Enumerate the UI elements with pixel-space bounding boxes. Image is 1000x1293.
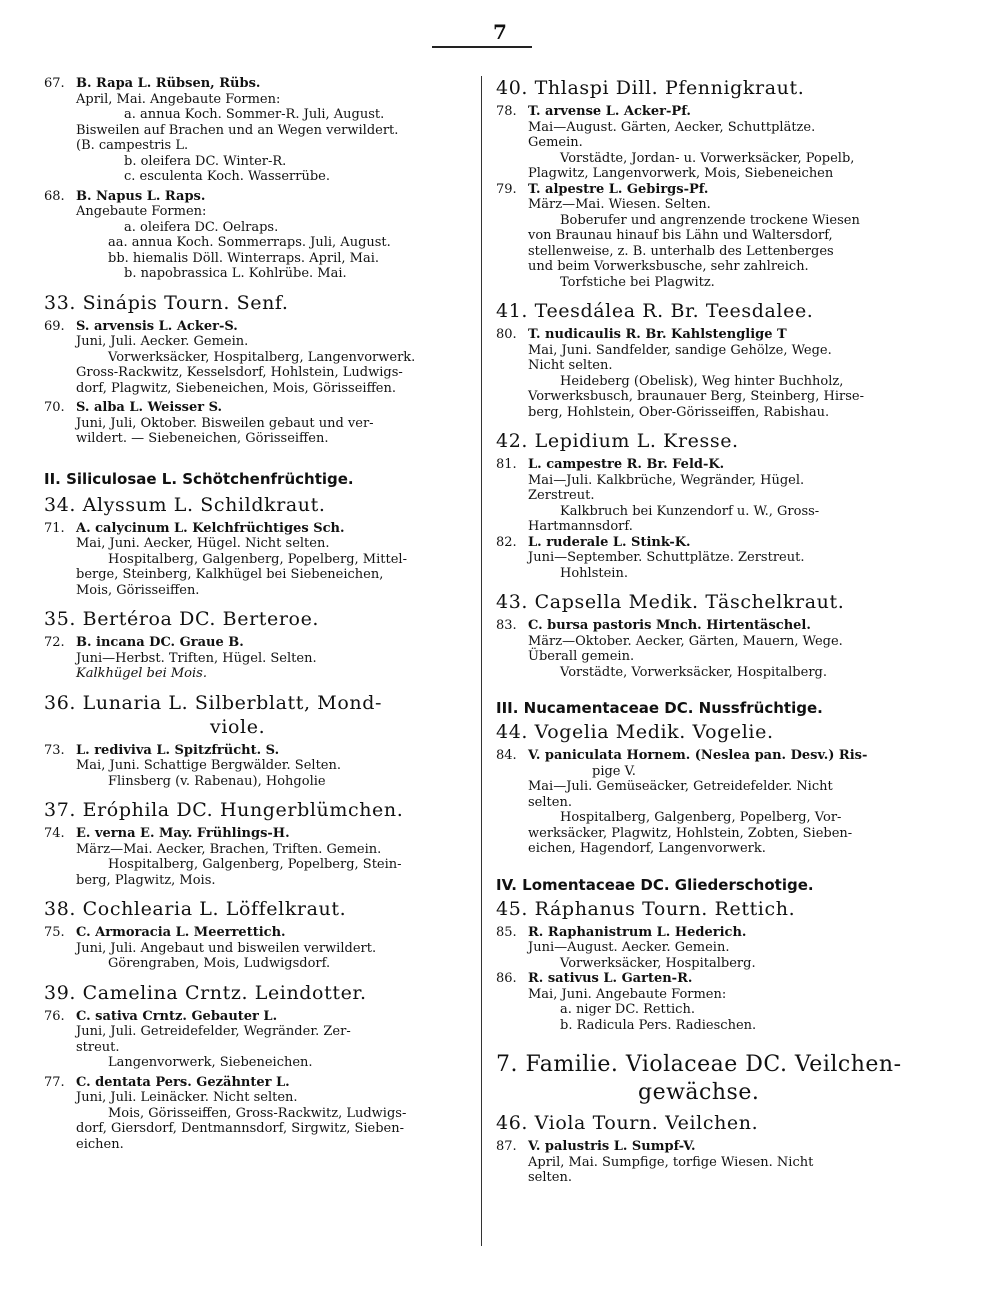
species-line: C. dentata Pers. Gezähnter L. xyxy=(76,1074,290,1090)
genus-heading-41: 41. Teesdálea R. Br. Teesdalee. xyxy=(496,300,814,322)
entry-text: Mai—Juli. Gemüseäcker, Getreidefelder. Nicht xyxy=(528,779,833,794)
entry-text: Bisweilen auf Brachen und an Wegen verwildert. xyxy=(76,122,399,138)
species-line: B. Rapa L. Rübsen, Rübs. xyxy=(76,76,261,91)
entry-text: Mai, Juni. Angebaute Formen: xyxy=(528,986,727,1002)
entry-text: Torfstiche bei Plagwitz. xyxy=(560,274,715,290)
entry-72 xyxy=(44,635,469,682)
entry-text: eichen. xyxy=(76,1136,124,1152)
genus-heading-35: 35. Bertéroa DC. Berteroe. xyxy=(44,608,320,630)
entry-text: b. Radicula Pers. Radieschen. xyxy=(560,1017,757,1033)
entry-text: dorf, Giersdorf, Dentmannsdorf, Sirgwitz, Sieben- xyxy=(76,1121,405,1136)
species-line: A. calycinum L. Kelchfrüchtiges Sch. xyxy=(76,520,345,536)
entry-number: 78. xyxy=(496,104,517,119)
entry-69 xyxy=(44,319,469,397)
column-divider xyxy=(481,76,482,1246)
species-line: E. verna E. May. Frühlings-H. xyxy=(76,826,290,841)
entry-text: März—Mai. Aecker, Brachen, Triften. Gemein. xyxy=(76,841,382,857)
entry-text: Mois, Görisseiffen, Gross-Rackwitz, Ludwigs- xyxy=(108,1105,407,1121)
entry-number: 87. xyxy=(496,1139,517,1154)
entry-text: selten. xyxy=(528,1170,572,1185)
entry-number: 75. xyxy=(44,925,65,940)
genus-heading-37: 37. Eróphila DC. Hungerblümchen. xyxy=(44,799,404,821)
species-line: V. palustris L. Sumpf-V. xyxy=(528,1139,696,1154)
entry-text: März—Mai. Wiesen. Selten. xyxy=(528,197,711,212)
entry-text: Görengraben, Mois, Ludwigsdorf. xyxy=(108,956,331,971)
entry-70 xyxy=(44,400,469,447)
entry-text: Gemein. xyxy=(528,135,583,150)
entry-text: bb. hiemalis Döll. Winterraps. April, Mai. xyxy=(108,250,380,266)
entry-text: berg, Plagwitz, Mois. xyxy=(76,872,216,888)
entry-text: a. oleifera DC. Oelraps. xyxy=(124,219,279,235)
species-line: C. bursa pastoris Mnch. Hirtentäschel. xyxy=(528,618,811,633)
entry-text: von Braunau hinauf bis Lähn und Waltersdorf, xyxy=(528,228,833,243)
entry-text: b. oleifera DC. Winter-R. xyxy=(124,153,287,169)
entry-text: Kalkbruch bei Kunzendorf u. W., Gross- xyxy=(560,503,820,519)
entry-text: Juni, Juli. Getreidefelder, Wegränder. Zer- xyxy=(76,1024,351,1039)
entry-number: 83. xyxy=(496,618,517,633)
species-line: B. Napus L. Raps. xyxy=(76,188,206,204)
entry-text: a. annua Koch. Sommer-R. Juli, August. xyxy=(124,107,385,122)
entry-71 xyxy=(44,521,469,599)
entry-text: Juni—Herbst. Triften, Hügel. Selten. xyxy=(76,650,317,666)
entry-text: Vorstädte, Vorwerksäcker, Hospitalberg. xyxy=(560,664,827,680)
genus-heading-42: 42. Lepidium L. Kresse. xyxy=(496,430,739,452)
entry-number: 72. xyxy=(44,635,65,650)
entry-number: 81. xyxy=(496,457,517,472)
entry-text: stellenweise, z. B. unterhalb des Lettenberges xyxy=(528,243,834,259)
entry-number: 77. xyxy=(44,1074,65,1090)
left-column xyxy=(44,76,469,1152)
entry-text: Juni, Juli. Leinäcker. Nicht selten. xyxy=(76,1090,298,1105)
entry-number: 74. xyxy=(44,826,65,841)
right-column xyxy=(496,76,928,1186)
entry-text: Angebaute Formen: xyxy=(76,204,207,219)
entry-text: Vorstädte, Jordan- u. Vorwerksäcker, Popelb, xyxy=(560,150,855,166)
entry-text: Heideberg (Obelisk), Weg hinter Buchholz, xyxy=(560,373,844,389)
species-line: L. rediviva L. Spitzfrücht. S. xyxy=(76,742,280,758)
entry-78 xyxy=(496,104,928,182)
entry-text: Juni, Juli, Oktober. Bisweilen gebaut und ver- xyxy=(76,415,374,431)
species-line: S. arvensis L. Acker-S. xyxy=(76,318,238,334)
species-line: T. nudicaulis R. Br. Kahlstenglige T xyxy=(528,327,787,342)
top-rule xyxy=(432,46,532,48)
species-line: R. Raphanistrum L. Hederich. xyxy=(528,924,747,940)
entry-text: Mai, Juni. Sandfelder, sandige Gehölze, Wege. xyxy=(528,342,832,358)
species-line: L. campestre R. Br. Feld-K. xyxy=(528,457,725,472)
genus-heading-33: 33. Sinápis Tourn. Senf. xyxy=(44,291,289,314)
genus-heading-34: 34. Alyssum L. Schildkraut. xyxy=(44,493,326,516)
family-heading-7-line1: 7. Familie. Violaceae DC. Veilchen- xyxy=(496,1052,902,1077)
entry-text: Hospitalberg, Galgenberg, Popelberg, Vor- xyxy=(560,810,842,825)
entry-text: Zerstreut. xyxy=(528,488,595,503)
entry-text: selten. xyxy=(528,794,572,810)
entry-number: 73. xyxy=(44,742,65,758)
species-line: L. ruderale L. Stink-K. xyxy=(528,534,691,550)
genus-heading-43: 43. Capsella Medik. Täschelkraut. xyxy=(496,591,845,613)
entry-82 xyxy=(496,535,928,582)
entry-text: Überall gemein. xyxy=(528,649,635,664)
entry-text: aa. annua Koch. Sommerraps. Juli, August. xyxy=(108,235,391,250)
entry-84 xyxy=(496,748,928,857)
species-line: B. incana DC. Graue B. xyxy=(76,635,244,650)
entry-79 xyxy=(496,182,928,291)
entry-text: Langenvorwerk, Siebeneichen. xyxy=(108,1055,313,1070)
genus-heading-36-line2: viole. xyxy=(210,715,266,738)
entry-number: 68. xyxy=(44,188,65,204)
genus-heading-46: 46. Viola Tourn. Veilchen. xyxy=(496,1112,759,1134)
subfamily-heading-4: IV. Lomentaceae DC. Gliederschotige. xyxy=(496,875,814,894)
entry-number: 79. xyxy=(496,181,517,197)
entry-number: 70. xyxy=(44,400,65,415)
genus-heading-40: 40. Thlaspi Dill. Pfennigkraut. xyxy=(496,77,805,99)
entry-number: 71. xyxy=(44,520,65,536)
genus-heading-36 xyxy=(44,691,469,739)
entry-text: Hohlstein. xyxy=(560,565,628,581)
entry-text: Vorwerksäcker, Hospitalberg, Langenvorwerk. xyxy=(108,349,416,365)
entry-text: berg, Hohlstein, Ober-Görisseiffen, Rabishau. xyxy=(528,404,830,420)
entry-text: Mai, Juni. Aecker, Hügel. Nicht selten. xyxy=(76,536,330,551)
entry-text: c. esculenta Koch. Wasserrübe. xyxy=(124,169,330,184)
genus-heading-36-line1: 36. Lunaria L. Silberblatt, Mond- xyxy=(44,691,382,714)
genus-heading-38: 38. Cochlearia L. Löffelkraut. xyxy=(44,898,347,920)
entry-text: Juni—August. Aecker. Gemein. xyxy=(528,940,730,955)
entry-text: a. niger DC. Rettich. xyxy=(560,1002,695,1017)
entry-text: b. napobrassica L. Kohlrübe. Mai. xyxy=(124,266,347,281)
species-line: R. sativus L. Garten-R. xyxy=(528,971,693,986)
entry-text: pige V. xyxy=(592,763,636,779)
entry-number: 84. xyxy=(496,748,517,763)
entry-text: März—Oktober. Aecker, Gärten, Mauern, Wege. xyxy=(528,633,843,649)
entry-number: 86. xyxy=(496,971,517,986)
entry-73 xyxy=(44,743,469,790)
entry-text: Juni, Juli. Angebaut und bisweilen verwildert. xyxy=(76,940,377,956)
entry-text: Vorwerksäcker, Hospitalberg. xyxy=(560,955,756,971)
entry-number: 80. xyxy=(496,327,517,342)
entry-text: Plagwitz, Langenvorwerk, Mois, Siebeneichen xyxy=(528,166,834,181)
entry-text: Flinsberg (v. Rabenau), Hohgolie xyxy=(108,773,326,789)
species-line: S. alba L. Weisser S. xyxy=(76,400,223,415)
entry-text: Kalkhügel bei Mois. xyxy=(76,666,207,681)
entry-text: Juni, Juli. Aecker. Gemein. xyxy=(76,334,249,349)
species-line: T. alpestre L. Gebirgs-Pf. xyxy=(528,181,709,197)
family-heading-7-line2: gewächse. xyxy=(638,1080,760,1105)
entry-number: 69. xyxy=(44,318,65,334)
entry-text: wildert. — Siebeneichen, Görisseiffen. xyxy=(76,431,329,446)
entry-number: 76. xyxy=(44,1008,65,1024)
genus-heading-45: 45. Ráphanus Tourn. Rettich. xyxy=(496,897,796,920)
entry-text: Hartmannsdorf. xyxy=(528,519,633,534)
entry-number: 85. xyxy=(496,924,517,940)
entry-text: dorf, Plagwitz, Siebeneichen, Mois, Görisseiffen. xyxy=(76,380,396,396)
entry-text: Vorwerksbusch, braunauer Berg, Steinberg, Hirse- xyxy=(528,389,864,404)
entry-text: Nicht selten. xyxy=(528,358,613,373)
entry-text: Mois, Görisseiffen. xyxy=(76,582,200,598)
species-line: C. sativa Crntz. Gebauter L. xyxy=(76,1008,278,1024)
entry-number: 67. xyxy=(44,76,65,91)
entry-85 xyxy=(496,925,928,972)
entry-87 xyxy=(496,1139,928,1186)
entry-text: Mai—Juli. Kalkbrüche, Wegränder, Hügel. xyxy=(528,472,805,488)
entry-text: April, Mai. Sumpfige, torfige Wiesen. Nicht xyxy=(528,1154,814,1170)
subfamily-heading-3: III. Nucamentaceae DC. Nussfrüchtige. xyxy=(496,699,823,717)
entry-81 xyxy=(496,457,928,535)
species-line: C. Armoracia L. Meerrettich. xyxy=(76,925,286,940)
entry-text: Hospitalberg, Galgenberg, Popelberg, Stein- xyxy=(108,857,402,872)
entry-text: April, Mai. Angebaute Formen: xyxy=(76,91,281,107)
species-line: V. paniculata Hornem. (Neslea pan. Desv.) Ris- xyxy=(528,748,868,763)
entry-number: 82. xyxy=(496,534,517,550)
entry-text: eichen, Hagendorf, Langenvorwerk. xyxy=(528,841,766,856)
entry-68 xyxy=(44,189,469,282)
family-heading-7 xyxy=(496,1051,928,1107)
species-line: T. arvense L. Acker-Pf. xyxy=(528,104,691,119)
subfamily-heading-2: II. Siliculosae L. Schötchenfrüchtige. xyxy=(44,469,354,488)
genus-heading-39: 39. Camelina Crntz. Leindotter. xyxy=(44,981,367,1004)
entry-text: Mai—August. Gärten, Aecker, Schuttplätze. xyxy=(528,119,816,135)
entry-74 xyxy=(44,826,469,888)
entry-76 xyxy=(44,1009,469,1071)
entry-text: berge, Steinberg, Kalkhügel bei Siebeneichen, xyxy=(76,567,384,582)
entry-text: streut. xyxy=(76,1039,120,1055)
entry-text: Juni—September. Schuttplätze. Zerstreut. xyxy=(528,550,805,565)
entry-83 xyxy=(496,618,928,680)
entry-text: Gross-Rackwitz, Kesselsdorf, Hohlstein, Ludwigs- xyxy=(76,365,403,380)
entry-text: und beim Vorwerksbusche, sehr zahlreich. xyxy=(528,259,809,274)
entry-text: (B. campestris L. xyxy=(76,138,189,153)
entry-75 xyxy=(44,925,469,972)
entry-77 xyxy=(44,1075,469,1153)
entry-86 xyxy=(496,971,928,1033)
entry-80 xyxy=(496,327,928,420)
entry-text: werksäcker, Plagwitz, Hohlstein, Zobten, Sieben- xyxy=(528,825,853,841)
genus-heading-44: 44. Vogelia Medik. Vogelie. xyxy=(496,721,774,743)
page-number: 7 xyxy=(493,20,507,44)
entry-text: Mai, Juni. Schattige Bergwälder. Selten. xyxy=(76,758,341,773)
entry-text: Hospitalberg, Galgenberg, Popelberg, Mittel- xyxy=(108,551,407,567)
entry-text: Boberufer und angrenzende trockene Wiesen xyxy=(560,212,860,228)
entry-67 xyxy=(44,76,469,185)
